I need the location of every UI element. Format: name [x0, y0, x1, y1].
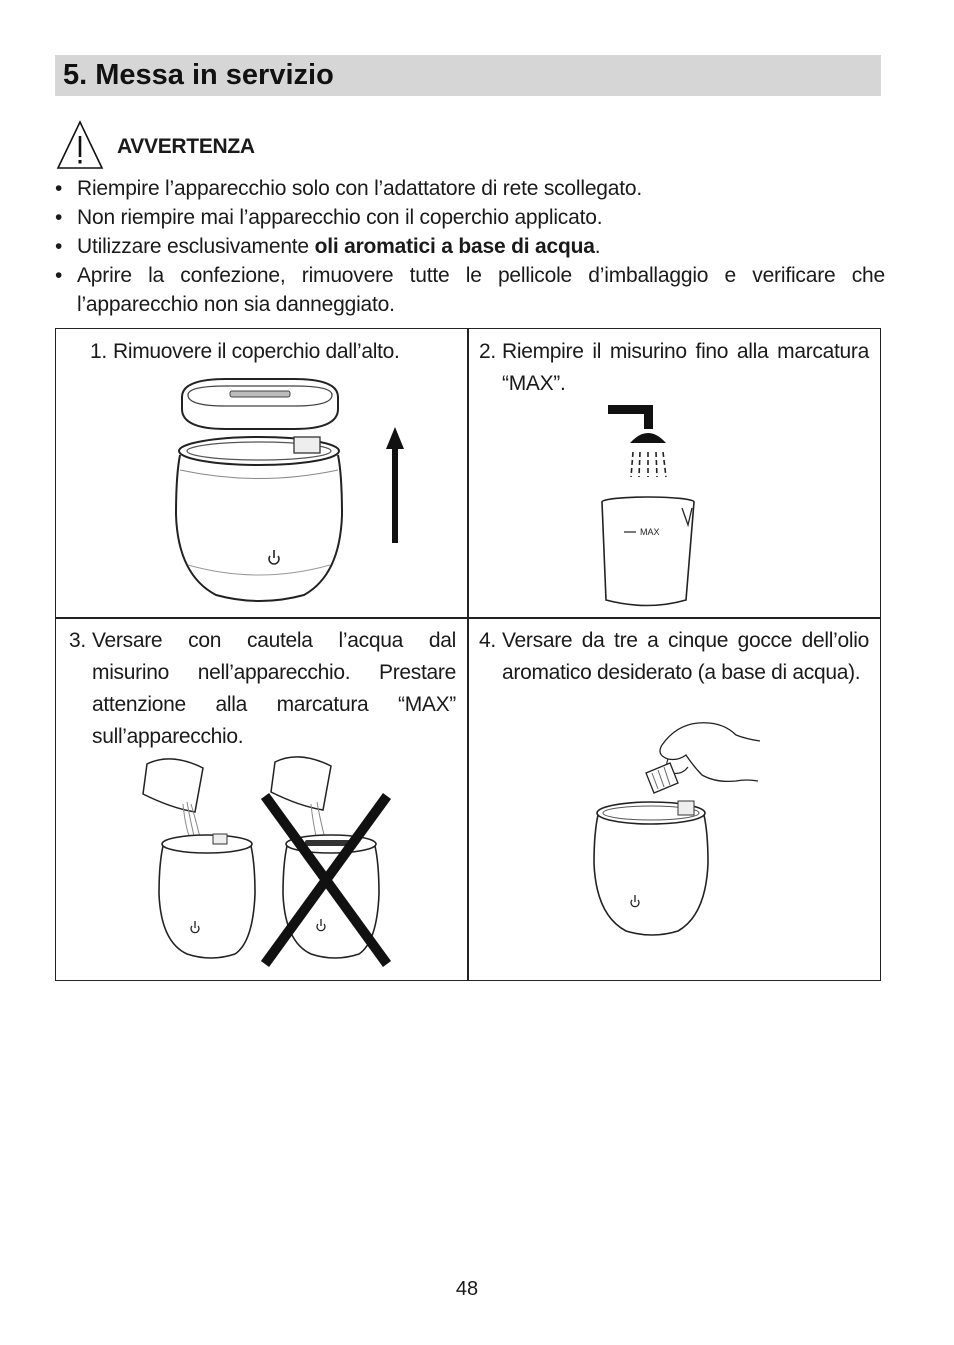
steps-table [55, 328, 881, 981]
warning-item [55, 174, 885, 203]
step-1-text [90, 336, 460, 368]
oil-bottle-icon [646, 763, 678, 793]
incorrect-pour [265, 757, 387, 964]
bullet: • [55, 206, 63, 229]
warning-item-emphasis: oli aromatici a base di acqua [314, 235, 595, 258]
warning-item-text: Utilizzare esclusivamente [77, 235, 315, 258]
bullet: • [55, 264, 63, 287]
warning-triangle-icon [55, 119, 105, 171]
warning-item-text-end: . [594, 235, 601, 258]
step-description: Riempire il misurino fino alla marcatura “MAX”. [502, 340, 869, 395]
column-divider [467, 329, 469, 980]
warning-item [55, 261, 885, 319]
water-tap-icon [608, 405, 666, 443]
step-number: 3. [69, 629, 86, 652]
measuring-cup [602, 497, 694, 606]
warning-item-text: Non riempire mai l’apparecchio con il coperchio applicato. [77, 206, 603, 229]
water-stream [631, 452, 666, 477]
fill-cup-illustration [596, 405, 716, 610]
step-description: Versare con cautela l’acqua dal misurino nell’apparecchio. Prestare attenzione alla marcatura “MAX” sull’apparecchio. [92, 629, 456, 748]
warning-item [55, 203, 885, 232]
up-arrow-icon [386, 427, 404, 543]
step-description: Versare da tre a cinque gocce dell’olio aromatico desiderato (a base di acqua). [502, 629, 869, 684]
warning-block [55, 118, 885, 319]
step-3-text [69, 625, 456, 753]
warning-header [55, 118, 885, 172]
device-body [594, 801, 708, 935]
page-number: 48 [455, 1278, 479, 1300]
correct-pour [143, 759, 255, 958]
bullet: • [55, 235, 63, 258]
warning-list [55, 174, 885, 319]
warning-item-text: Riempire l’apparecchio solo con l’adattatore di rete scollegato. [77, 177, 643, 200]
add-oil-illustration [586, 719, 776, 944]
warning-item [55, 232, 885, 261]
remove-lid-illustration [166, 375, 426, 610]
step-number: 4. [479, 629, 496, 652]
step-4-text [479, 625, 869, 689]
warning-title: AVVERTENZA [117, 135, 255, 158]
step-number: 2. [479, 340, 496, 363]
step-description: Rimuovere il coperchio dall’alto. [113, 340, 400, 363]
hand-shape [660, 723, 760, 782]
section-title: 5. Messa in servizio [55, 55, 881, 96]
lid-shape [182, 379, 338, 429]
warning-item-text: Aprire la confezione, rimuovere tutte le pellicole d’imballaggio e verificare che l’apparecchio non sia danneggiato. [77, 264, 885, 316]
bullet: • [55, 177, 63, 200]
max-mark-label: MAX [640, 527, 660, 537]
device-body [176, 437, 342, 601]
step-number: 1. [90, 340, 107, 363]
row-divider [56, 617, 880, 619]
pour-water-illustration [141, 754, 401, 969]
step-2-text [479, 336, 869, 400]
